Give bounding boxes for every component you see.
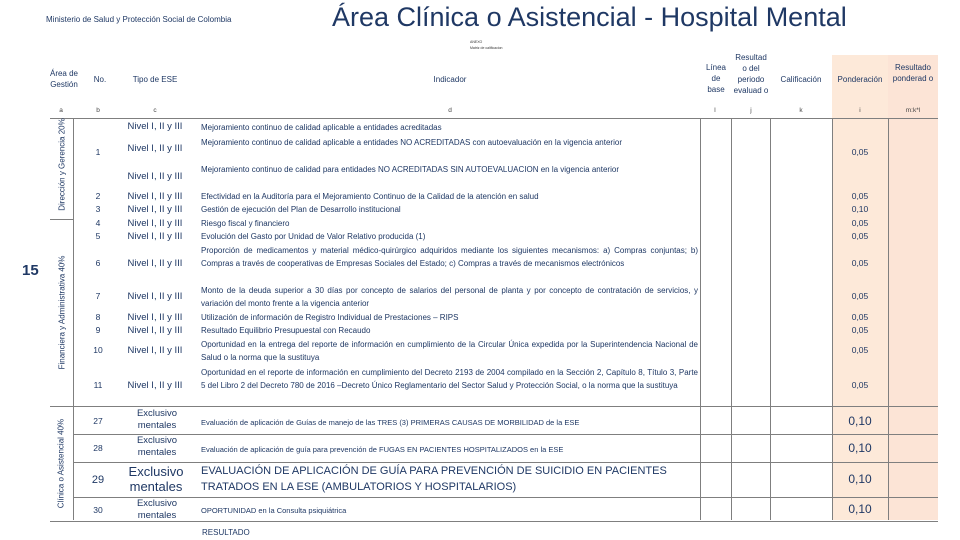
letter-k: k (799, 107, 803, 114)
letter-c: c (153, 107, 157, 114)
row7-indicator: Monto de la deuda superior a 30 días por concepto de salarios del personal de planta y por concepto de contratación de servicios, y variación del monto frente a la vigencia anterior (201, 286, 698, 309)
row7-number: 7 (95, 291, 101, 301)
grid-line (73, 118, 74, 520)
matrix-note: Matriz de calificacion (470, 46, 503, 50)
row6-weight: 0,05 (851, 258, 869, 268)
row29-level: Exclusivo mentales (128, 464, 184, 494)
row27-number: 27 (93, 416, 103, 426)
row1c-indicator: Mejoramiento continuo de calidad para entidades NO ACREDITADAS SIN AUTOEVALUACION en la vigencia anterior (201, 165, 619, 174)
row11-level: Nivel I, II y III (127, 380, 183, 391)
header-calificacion: Calificación (780, 75, 822, 84)
row5-weight: 0,05 (851, 231, 869, 241)
row1b-indicator: Mejoramiento continuo de calidad aplicable a entidades NO ACREDITADAS con autoevaluación en la vigencia anterior (201, 138, 622, 147)
row5-level: Nivel I, II y III (127, 231, 183, 242)
letter-b: b (96, 107, 100, 114)
row9-number: 9 (95, 325, 101, 335)
grid-line (770, 118, 771, 520)
row2-weight: 0,05 (851, 191, 869, 201)
header-area: Área de Gestión (49, 69, 79, 89)
row7-weight: 0,05 (851, 291, 869, 301)
row28-number: 28 (93, 443, 103, 453)
grid-line (731, 118, 732, 520)
header-tipo: Tipo de ESE (132, 75, 178, 84)
row11-weight: 0,05 (851, 380, 869, 390)
letter-l: l (714, 107, 716, 114)
row1b-level: Nivel I, II y III (127, 143, 183, 154)
row11-indicator: Oportunidad en el reporte de información en cumplimiento del Decreto 2193 de 2004 compilado en la Sección 2, Capítulo 8, Título 3, Parte 5 del Libro 2 del Decreto 780 de 2016 –Decreto Único Reglamentario del Sector Salud y Protección Social, o la norma que la sustituya (201, 368, 698, 391)
grid-line (74, 497, 938, 498)
row3-weight: 0,10 (851, 204, 869, 214)
ministry-label: Ministerio de Salud y Protección Social de Colombia (46, 15, 232, 24)
row6-level: Nivel I, II y III (127, 258, 183, 269)
header-ponderacion: Ponderación (837, 75, 883, 84)
row1a-level: Nivel I, II y III (127, 121, 183, 132)
row2-indicator: Efectividad en la Auditoría para el Mejoramiento Continuo de la Calidad de la atención en salud (201, 192, 539, 201)
grid-line (50, 406, 938, 407)
page-title: Área Clínica o Asistencial - Hospital Mental (332, 2, 847, 32)
row10-weight: 0,05 (851, 345, 869, 355)
header-resultado-periodo: Resultad o del periodo evaluad o (733, 53, 769, 95)
row7-level: Nivel I, II y III (127, 291, 183, 302)
area-financiera-label: Financiera y Administrativa 40% (57, 255, 67, 370)
row8-weight: 0,05 (851, 312, 869, 322)
row1a-indicator: Mejoramiento continuo de calidad aplicable a entidades acreditadas (201, 123, 442, 132)
letter-d: d (448, 107, 452, 114)
result-label: RESULTADO (202, 528, 250, 537)
row6-indicator: Proporción de medicamentos y material médico-quirúrgico adquiridos mediante los siguientes mecanismos: a) Compras conjuntas; b) Compras a través de cooperativas de Empresas Sociales del Estado; c) Compras a través de mecanismos electrónicos (201, 246, 698, 269)
row28-weight: 0,10 (848, 441, 872, 455)
annex-note: ANEXO (470, 40, 483, 44)
header-indicador: Indicador (433, 75, 467, 84)
row9-weight: 0,05 (851, 325, 869, 335)
row30-level: Exclusivo mentales (136, 498, 178, 521)
row1-weight: 0,05 (851, 147, 869, 157)
header-resultado-ponderado: Resultado ponderad o (892, 63, 934, 83)
letter-m: m:k*l (905, 107, 921, 114)
row4-level: Nivel I, II y III (127, 218, 183, 229)
row29-number: 29 (91, 474, 105, 486)
row4-weight: 0,05 (851, 218, 869, 228)
row4-number: 4 (95, 218, 101, 228)
row3-number: 3 (95, 204, 101, 214)
row6-number: 6 (95, 258, 101, 268)
row3-level: Nivel I, II y III (127, 204, 183, 215)
grid-line (888, 118, 889, 520)
row29-weight: 0,10 (848, 472, 872, 486)
row1-number: 1 (95, 147, 101, 157)
row27-level: Exclusivo mentales (136, 408, 178, 431)
row30-indicator: OPORTUNIDAD en la Consulta psiquiátrica (201, 506, 347, 515)
row3-indicator: Gestión de ejecución del Plan de Desarrollo institucional (201, 205, 401, 214)
row30-number: 30 (93, 505, 103, 515)
row10-indicator: Oportunidad en la entrega del reporte de información en cumplimiento de la Circular Única expedida por la Superintendencia Nacional de Salud o la norma que la sustituya (201, 340, 698, 363)
row27-indicator: Evaluación de aplicación de Guías de manejo de las TRES (3) PRIMERAS CAUSAS DE MORBILIDAD de la ESE (201, 418, 580, 427)
row28-level: Exclusivo mentales (136, 435, 178, 458)
row2-level: Nivel I, II y III (127, 191, 183, 202)
grid-line (700, 118, 701, 520)
row5-number: 5 (95, 231, 101, 241)
row8-indicator: Utilización de información de Registro Individual de Prestaciones – RIPS (201, 313, 459, 322)
page-number: 15 (22, 262, 39, 279)
header-linea-base: Línea de base (705, 63, 727, 94)
grid-line (832, 118, 833, 520)
row9-level: Nivel I, II y III (127, 325, 183, 336)
row29-indicator: EVALUACIÓN DE APLICACIÓN DE GUÍA PARA PREVENCIÓN DE SUICIDIO EN PACIENTES TRATADOS EN LA ESE (AMBULATORIOS Y HOSPITALARIOS) (201, 465, 667, 493)
row8-level: Nivel I, II y III (127, 312, 183, 323)
header-no: No. (93, 75, 107, 84)
row5-indicator: Evolución del Gasto por Unidad de Valor Relativo producida (1) (201, 232, 426, 241)
grid-line (74, 434, 938, 435)
area-clinica-label: Clínica o Asistencial 40% (56, 418, 66, 509)
row27-weight: 0,10 (848, 414, 872, 428)
grid-line (50, 118, 938, 119)
letter-a: a (59, 107, 63, 114)
letter-j: j (750, 107, 752, 114)
row9-indicator: Resultado Equilibrio Presupuestal con Recaudo (201, 326, 371, 335)
letter-i: i (859, 107, 861, 114)
resultado-ponderado-column-bg (888, 55, 938, 520)
row10-number: 10 (93, 345, 103, 355)
row28-indicator: Evaluación de aplicación de guía para prevención de FUGAS EN PACIENTES HOSPITALIZADOS en la ESE (201, 445, 564, 454)
row30-weight: 0,10 (848, 502, 872, 516)
row8-number: 8 (95, 312, 101, 322)
row10-level: Nivel I, II y III (127, 345, 183, 356)
row2-number: 2 (95, 191, 101, 201)
row1c-level: Nivel I, II y III (127, 171, 183, 182)
row11-number: 11 (93, 380, 103, 390)
area-direccion-label: Dirección y Gerencia 20% (57, 118, 67, 211)
row4-indicator: Riesgo fiscal y financiero (201, 219, 290, 228)
